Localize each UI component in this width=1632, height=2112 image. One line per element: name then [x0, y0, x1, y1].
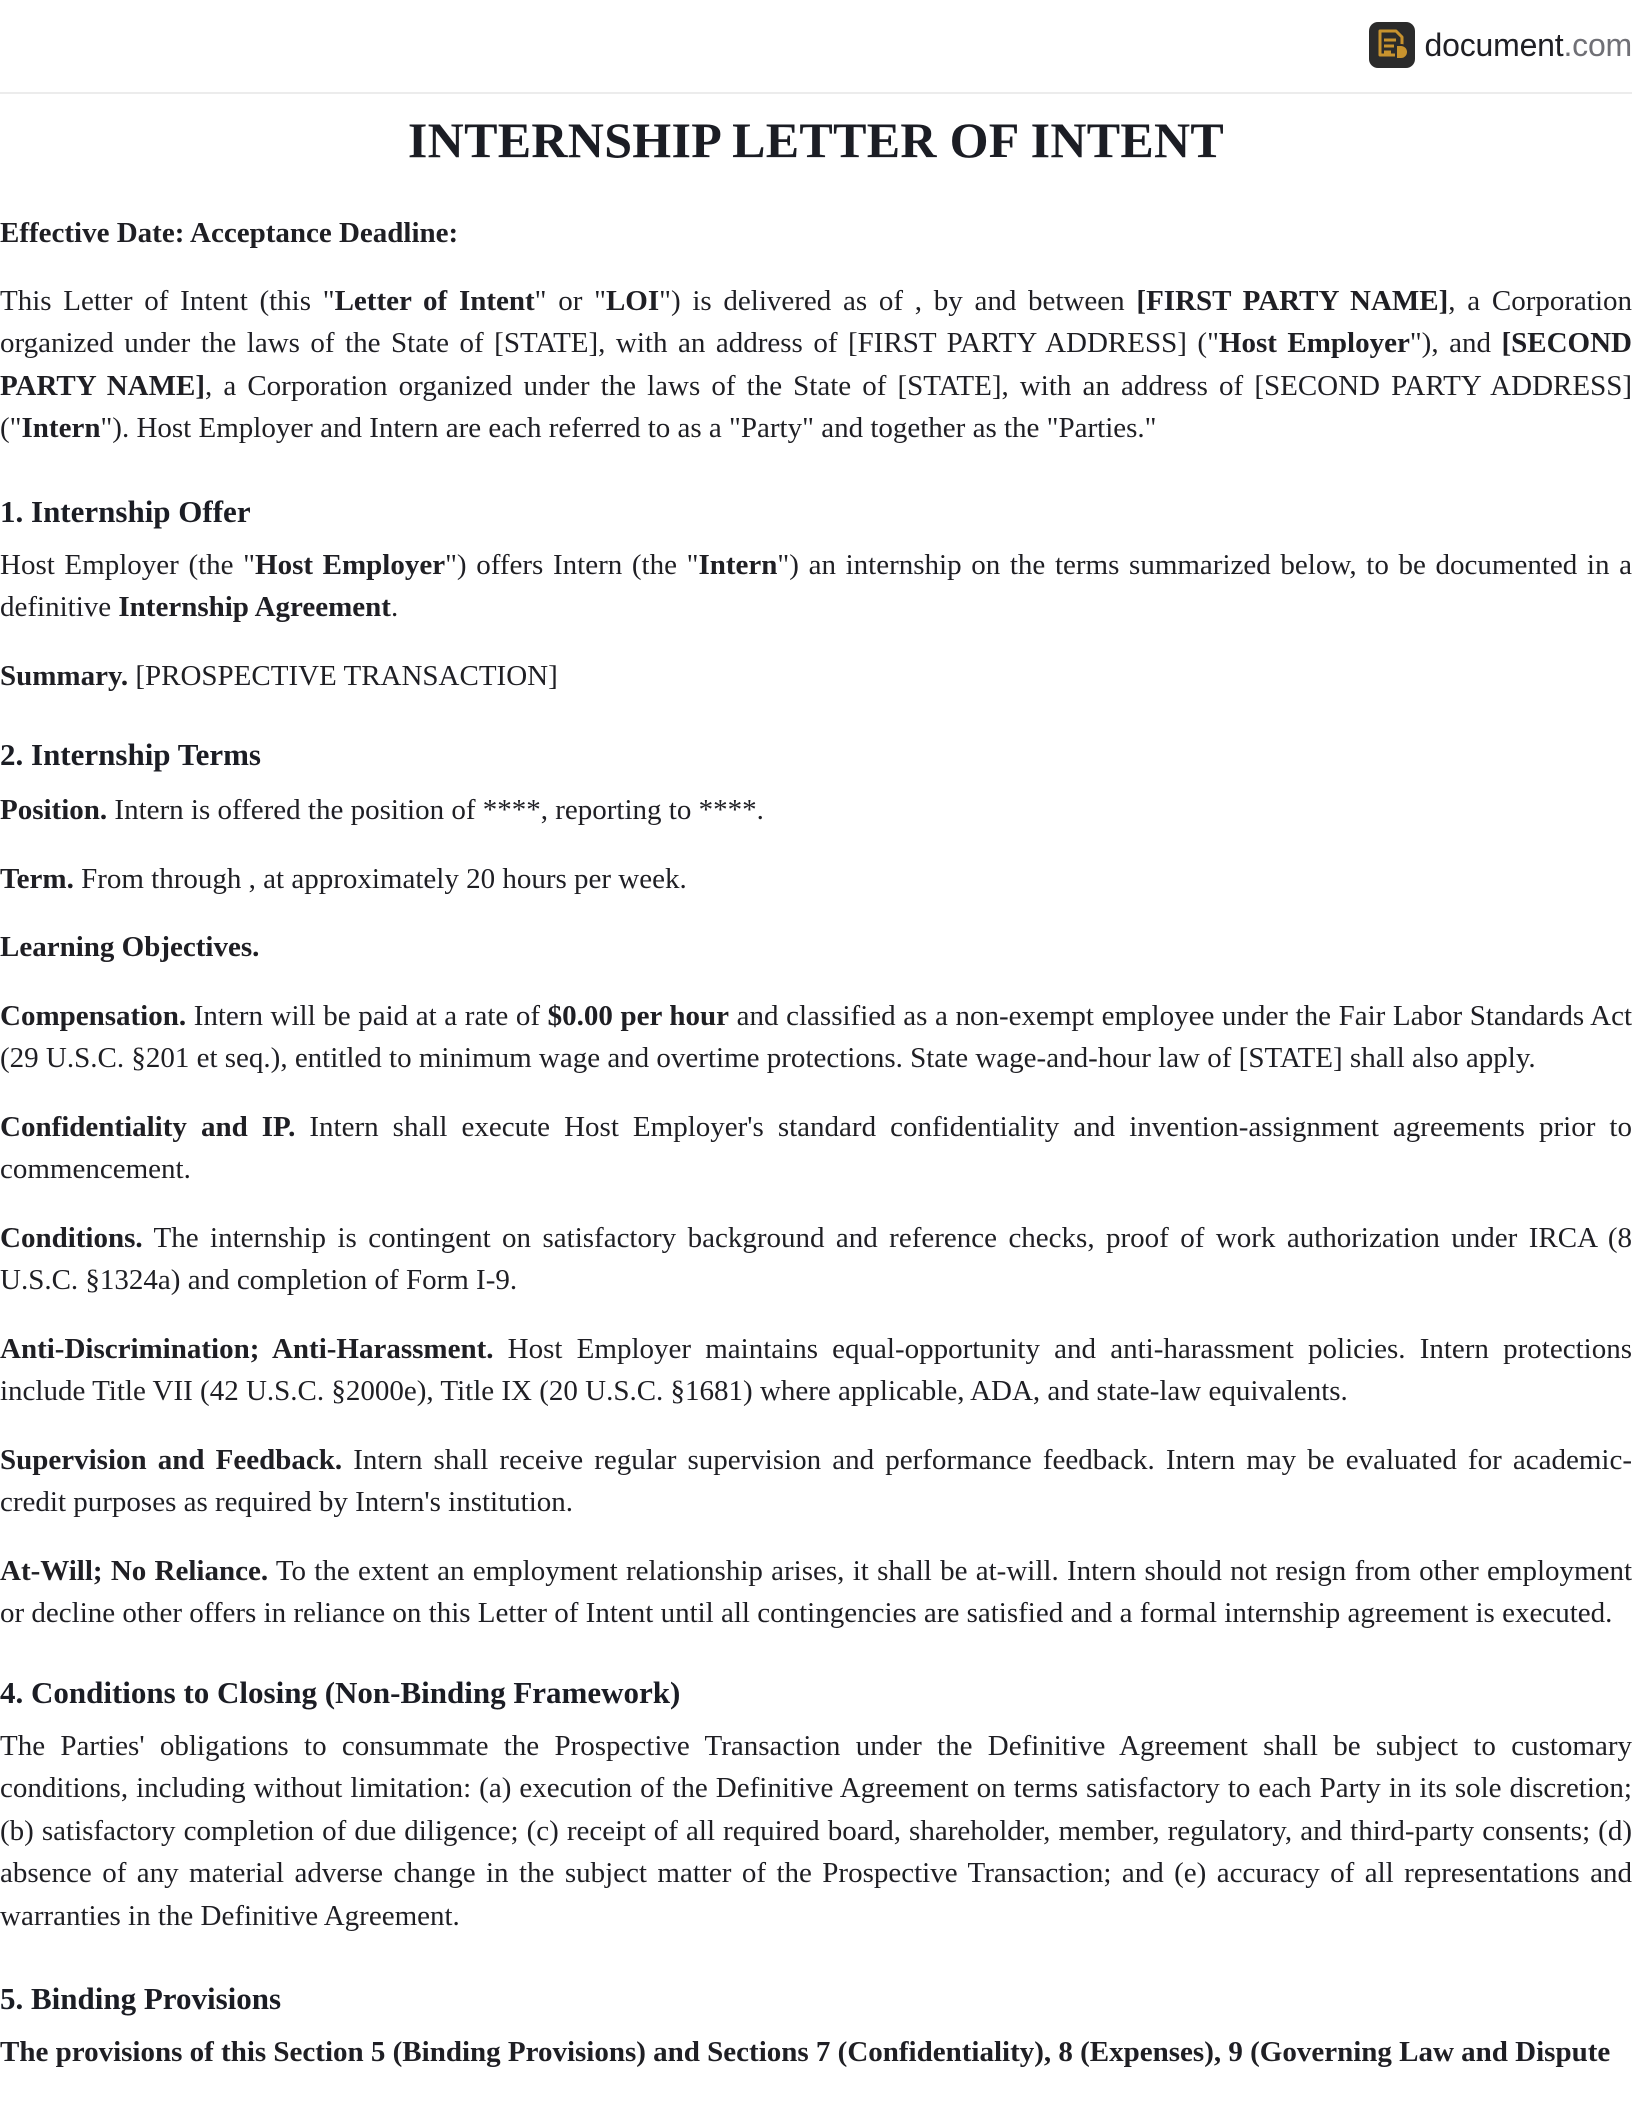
document-title: INTERNSHIP LETTER OF INTENT: [407, 112, 1225, 168]
section-heading-1: 1. Internship Offer: [0, 493, 251, 529]
top-bar: [0, 0, 1632, 94]
document-body: [0, 92, 1632, 2074]
binding-provisions-paragraph: The provisions of this Section 5 (Binding Provisions) and Sections 7 (Confidentiality), 8 (Expenses), 9 (Governing Law and Dispute: [0, 2036, 1611, 2068]
dates-line-text: Effective Date: Acceptance Deadline:: [0, 217, 459, 249]
section-heading-4: 4. Conditions to Closing (Non-Binding Framework): [0, 1674, 681, 1710]
position-paragraph: Position. Intern is offered the position of ****, reporting to ****.: [0, 794, 764, 826]
offer-paragraph: Host Employer (the "Host Employer") offers Intern (the "Intern") an internship on the terms summarized below, to be documented in a definitive Internship Agreement.: [0, 548, 1632, 623]
dates-line: [0, 212, 1632, 255]
confidentiality-paragraph: Confidentiality and IP. Intern shall execute Host Employer's standard confidentiality and invention-assignment agreements prior to commencement.: [0, 1110, 1632, 1185]
brand-logo[interactable]: [1369, 22, 1632, 68]
intro-paragraph: This Letter of Intent (this "Letter of Intent" or "LOI") is delivered as of , by and between [FIRST PARTY NAME], a Corporation organized under the laws of the State of [STATE], with an address of [FIRST PARTY ADDRESS] ("Host Employer"), and [SECOND PARTY NAME], a Corporation organized under the laws of the State of [STATE], with an address of [SECOND PARTY ADDRESS] ("Intern"). Host Employer and Intern are each referred to as a "Party" and together as the "Parties.": [0, 284, 1632, 444]
conditions-paragraph: Conditions. The internship is contingent on satisfactory background and reference checks, proof of work authorization under IRCA (8 U.S.C. §1324a) and completion of Form I-9.: [0, 1221, 1632, 1296]
brand-tld: .com: [1563, 26, 1632, 63]
learning-objectives-paragraph: Learning Objectives.: [0, 931, 260, 963]
section-heading-5: 5. Binding Provisions: [0, 1981, 282, 2016]
summary-label: Summary.: [0, 659, 129, 692]
brand-name: document: [1424, 26, 1564, 63]
compensation-paragraph: Compensation. Intern will be paid at a rate of $0.00 per hour and classified as a non-exempt employee under the Fair Labor Standards Act (29 U.S.C. §201 et seq.), entitled to minimum wage and overtime protections. State wage-and-hour law of [STATE] shall also apply.: [0, 999, 1632, 1074]
summary-paragraph: Summary. [PROSPECTIVE TRANSACTION]: [0, 659, 558, 692]
supervision-paragraph: Supervision and Feedback. Intern shall receive regular supervision and performance feedback. Intern may be evaluated for academic-credit purposes as required by Intern's institution.: [0, 1443, 1632, 1518]
closing-conditions-paragraph: The Parties' obligations to consummate the Prospective Transaction under the Definitive Agreement shall be subject to customary conditions, including without limitation: (a) execution of the Definitive Agreement on terms satisfactory to each Party in its sole discretion; (b) satisfactory completion of due diligence; (c) receipt of all required board, shareholder, member, regulatory, and third-party consents; (d) absence of any material adverse change in the subject matter of the Prospective Transaction; and (e) accuracy of all representations and warranties in the Definitive Agreement.: [0, 1729, 1632, 1932]
document-logo-icon: [1369, 22, 1415, 68]
section-heading-2: 2. Internship Terms: [0, 737, 261, 772]
at-will-paragraph: At-Will; No Reliance. To the extent an employment relationship arises, it shall be at-will. Intern should not resign from other employment or decline other offers in reliance on this Letter of Intent until all contingencies are satisfied and a formal internship agreement is executed.: [0, 1554, 1632, 1629]
term-paragraph: Term. From through , at approximately 20 hours per week.: [0, 862, 687, 895]
anti-discrimination-paragraph: Anti-Discrimination; Anti-Harassment. Host Employer maintains equal-opportunity and anti-harassment policies. Intern protections include Title VII (42 U.S.C. §2000e), Title IX (20 U.S.C. §1681) where applicable, ADA, and state-law equivalents.: [0, 1332, 1632, 1407]
